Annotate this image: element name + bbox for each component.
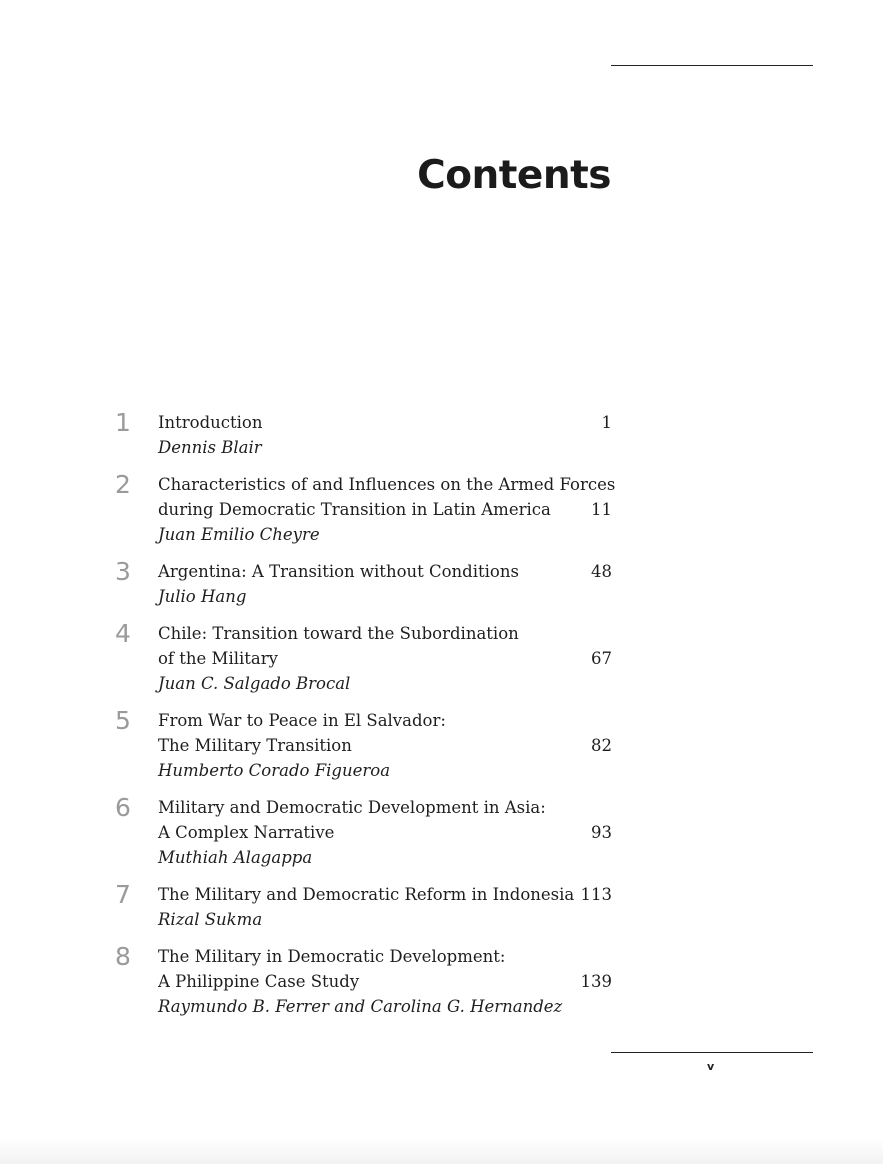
chapter-number: 1 <box>115 408 131 437</box>
page-number: 82 <box>591 736 612 755</box>
chapter-author: Humberto Corado Figueroa <box>158 761 391 780</box>
page-folio: v <box>707 1060 715 1073</box>
chapter-title: Chile: Transition toward the Subordination <box>158 624 519 643</box>
chapter-number: 8 <box>115 942 131 971</box>
chapter-title-line <box>158 646 612 671</box>
chapter-title-line <box>158 621 612 646</box>
chapter-author: Dennis Blair <box>158 438 262 457</box>
toc-entry[interactable] <box>0 708 883 783</box>
chapter-title: of the Military <box>158 649 278 668</box>
chapter-title: Characteristics of and Influences on the Armed Forces <box>158 475 616 494</box>
chapter-number: 6 <box>115 793 131 822</box>
chapter-title-line <box>158 969 612 994</box>
chapter-author: Juan C. Salgado Brocal <box>158 674 351 693</box>
chapter-author: Juan Emilio Cheyre <box>158 525 320 544</box>
page-number: 1 <box>601 413 612 432</box>
toc-entry-body <box>158 944 612 1019</box>
chapter-title: Introduction <box>158 413 263 432</box>
page-number: 48 <box>591 562 612 581</box>
toc-entry[interactable] <box>0 559 883 609</box>
chapter-title: Argentina: A Transition without Conditions <box>158 562 519 581</box>
chapter-title-line <box>158 944 612 969</box>
toc-entry[interactable] <box>0 944 883 1019</box>
chapter-author: Julio Hang <box>158 587 247 606</box>
chapter-number: 4 <box>115 619 131 648</box>
page-edge-shadow <box>0 1138 883 1164</box>
toc-entry[interactable] <box>0 472 883 547</box>
chapter-title: during Democratic Transition in Latin America <box>158 500 551 519</box>
toc-entry[interactable] <box>0 410 883 460</box>
toc-entry-body <box>158 708 612 783</box>
chapter-title-line <box>158 410 612 435</box>
toc-entry-body <box>158 472 616 547</box>
chapter-number: 7 <box>115 880 131 909</box>
chapter-title: Military and Democratic Development in Asia: <box>158 798 546 817</box>
toc-entry[interactable] <box>0 795 883 870</box>
page-number: 11 <box>591 500 612 519</box>
chapter-author: Muthiah Alagappa <box>158 848 313 867</box>
chapter-title-line <box>158 472 616 497</box>
chapter-title: The Military and Democratic Reform in Indonesia <box>158 885 575 904</box>
chapter-title-line <box>158 733 612 758</box>
chapter-title: A Complex Narrative <box>158 823 335 842</box>
chapter-author: Raymundo B. Ferrer and Carolina G. Hernandez <box>158 997 563 1016</box>
page-number: 93 <box>591 823 612 842</box>
chapter-number: 3 <box>115 557 131 586</box>
chapter-title-line <box>158 708 612 733</box>
chapter-title-line <box>158 795 612 820</box>
page-number: 67 <box>591 649 612 668</box>
footer-rule <box>611 1052 813 1053</box>
chapter-title-line <box>158 882 612 907</box>
toc-entry-body <box>158 559 612 609</box>
toc-entry-body <box>158 410 612 460</box>
chapter-title-line <box>158 820 612 845</box>
table-of-contents <box>0 410 883 1031</box>
toc-entry[interactable] <box>0 621 883 696</box>
chapter-title: The Military in Democratic Development: <box>158 947 506 966</box>
toc-entry-body <box>158 882 612 932</box>
page-title: Contents <box>417 153 611 198</box>
toc-entry-body <box>158 621 612 696</box>
header-rule <box>611 65 813 66</box>
chapter-title-line <box>158 559 612 584</box>
chapter-author: Rizal Sukma <box>158 910 263 929</box>
toc-entry-body <box>158 795 612 870</box>
chapter-title: From War to Peace in El Salvador: <box>158 711 446 730</box>
page-number: 139 <box>580 972 612 991</box>
toc-entry[interactable] <box>0 882 883 932</box>
chapter-title-line <box>158 497 612 522</box>
chapter-title: The Military Transition <box>158 736 352 755</box>
chapter-number: 5 <box>115 706 131 735</box>
chapter-number: 2 <box>115 470 131 499</box>
chapter-title: A Philippine Case Study <box>158 972 360 991</box>
page-number: 113 <box>580 885 612 904</box>
